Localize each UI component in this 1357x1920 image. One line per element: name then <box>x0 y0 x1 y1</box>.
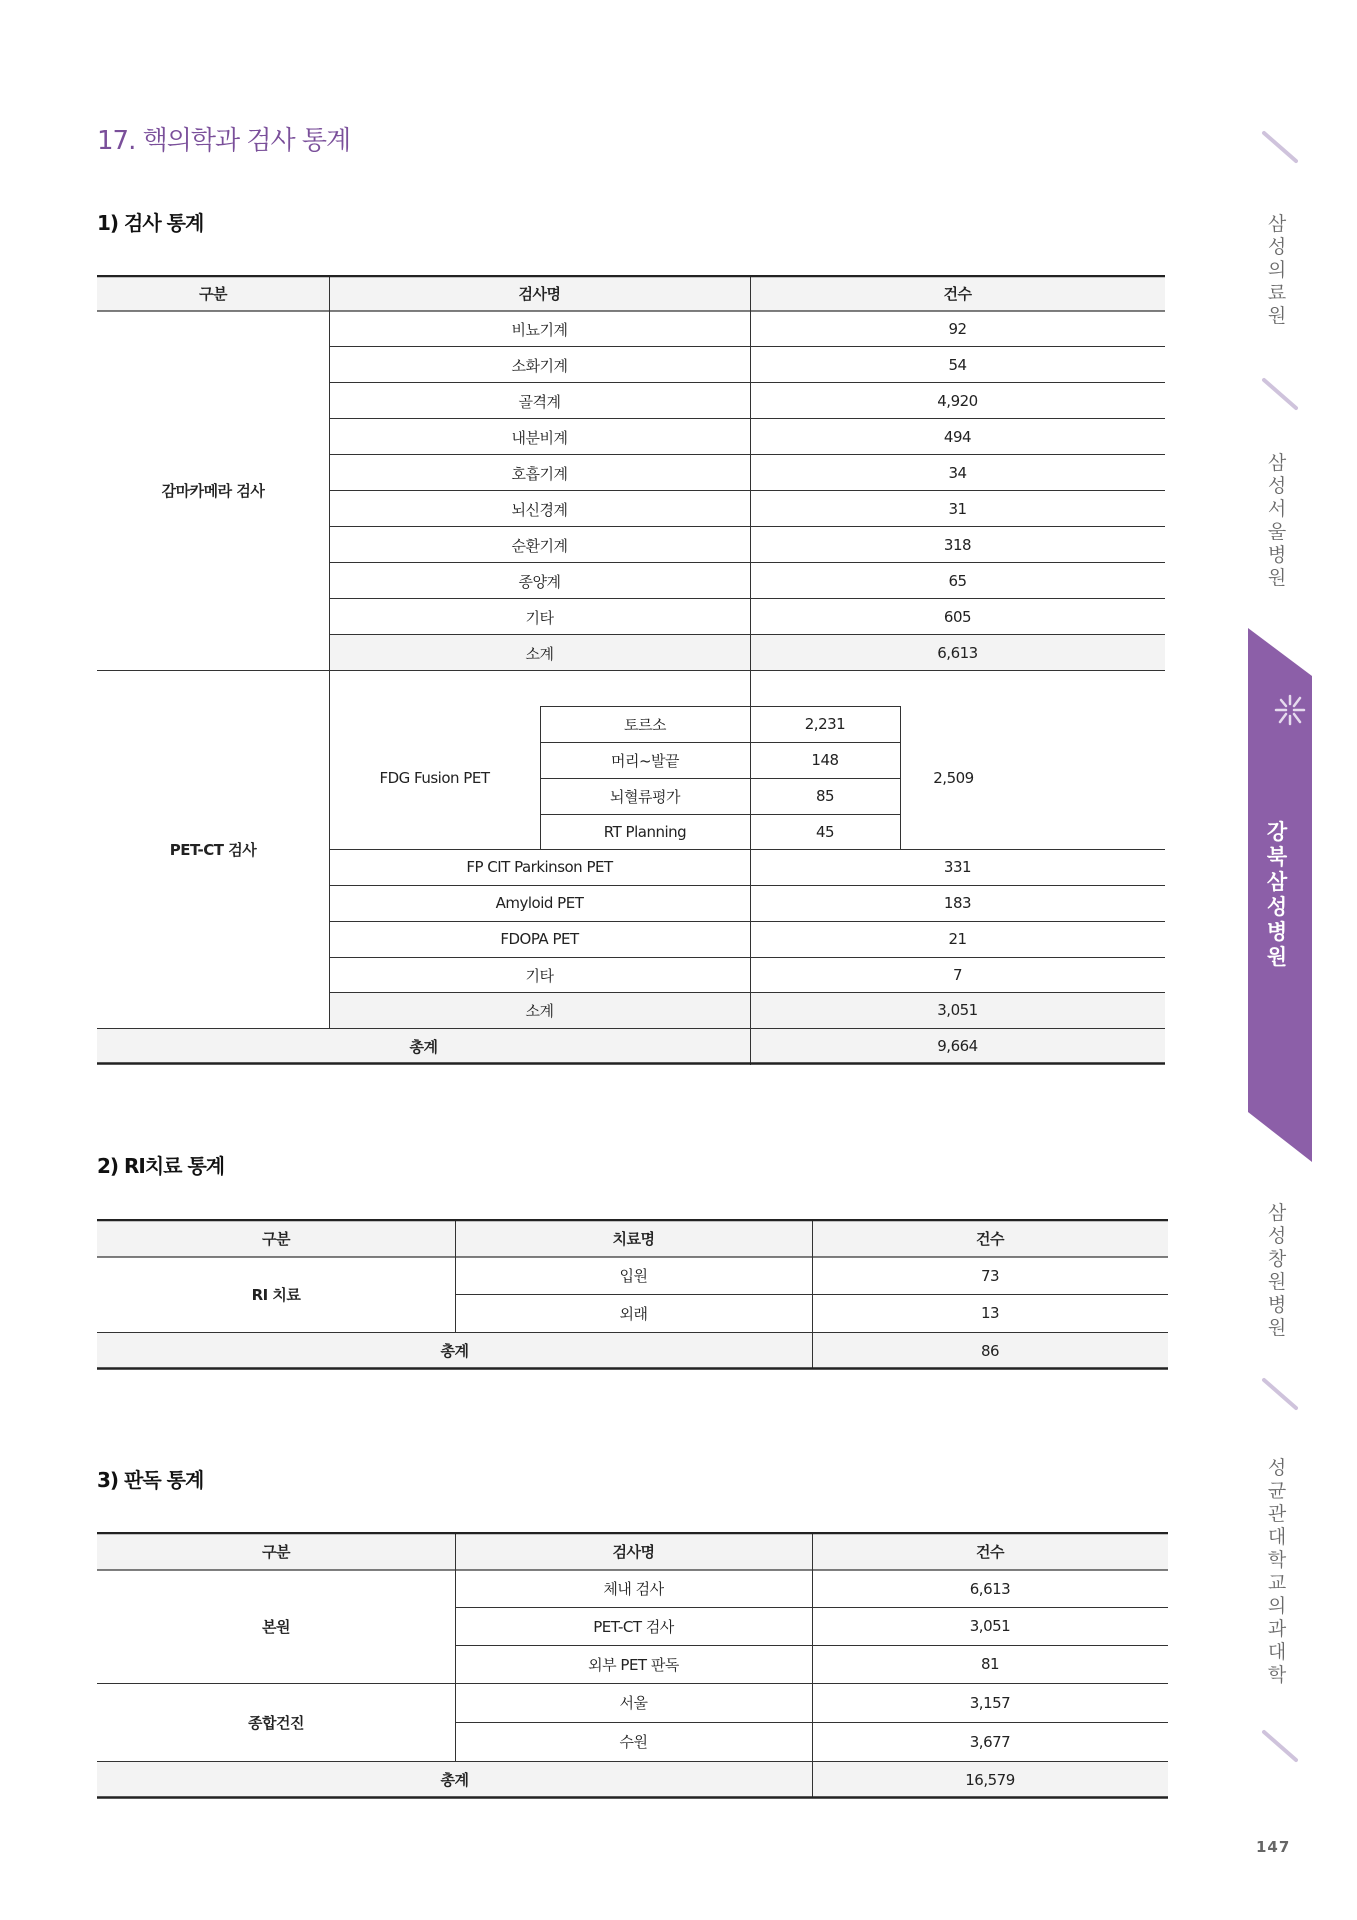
table-row-name: 내분비계 <box>511 428 568 447</box>
header-count: 건수 <box>976 1229 1004 1248</box>
table-row-name: 입원 <box>619 1267 648 1285</box>
sidebar-item-kangbuk-samsung-hospital[interactable]: 강북삼성병원 <box>1266 820 1288 969</box>
fdg-sub-count: 85 <box>815 787 835 805</box>
table-row-name: FP CIT Parkinson PET <box>466 858 613 876</box>
sidebar-decoration <box>1240 0 1357 1800</box>
header-exam-name: 검사명 <box>612 1542 655 1561</box>
table-row-count: 183 <box>943 894 972 912</box>
table-row-count: 3,157 <box>969 1693 1011 1712</box>
fdg-sub-name: 토르소 <box>624 715 666 734</box>
fdg-sub-count: 2,231 <box>804 715 846 733</box>
header-category: 구분 <box>199 284 227 303</box>
group-pet-ct: PET-CT 검사 <box>169 840 257 859</box>
table-row-name: 소화기계 <box>511 356 568 375</box>
sidebar-item-samsung-seoul-hospital[interactable]: 삼성서울병원 <box>1267 452 1287 589</box>
table-row-count: 4,920 <box>937 392 978 410</box>
reading-stats-table <box>97 1532 1168 1799</box>
table-row-count: 605 <box>943 608 972 626</box>
sidebar-item-samsung-medical-center[interactable]: 삼성의료원 <box>1267 213 1287 327</box>
ri-total-label: 총계 <box>440 1342 469 1360</box>
table-row-name: 기타 <box>525 966 554 985</box>
group-gamma-camera: 감마카메라 검사 <box>161 482 265 500</box>
table-row-count: 34 <box>948 464 967 482</box>
ri-total-value: 86 <box>980 1341 1000 1360</box>
exam-stats-table <box>97 275 1165 1065</box>
table-row-count: 494 <box>943 428 972 446</box>
header-category: 구분 <box>262 1229 290 1248</box>
table-row-name: PET-CT 검사 <box>593 1617 674 1636</box>
gamma-subtotal-label: 소계 <box>525 644 554 663</box>
table-row-name: 비뇨기계 <box>511 320 568 339</box>
header-category: 구분 <box>262 1542 290 1561</box>
section-title-reading-stats: 3) 판독 통계 <box>97 1468 204 1492</box>
table-row-name: 골격계 <box>518 392 561 411</box>
sidebar-item-samsung-changwon-hospital[interactable]: 삼성창원병원 <box>1267 1202 1287 1339</box>
table-row-name: 기타 <box>525 608 554 627</box>
fdg-sub-name: 뇌혈류평가 <box>610 787 680 806</box>
table-row-name: 순환기계 <box>511 536 568 555</box>
table-row-count: 54 <box>948 356 967 374</box>
table-row-count: 7 <box>952 966 963 984</box>
fdg-fusion-pet-total <box>900 706 1165 849</box>
section-title-ri-therapy: 2) RI치료 통계 <box>97 1154 225 1178</box>
petct-subtotal-value: 3,051 <box>937 1001 978 1019</box>
table-row-name: Amyloid PET <box>495 894 584 912</box>
table-row-name: 뇌신경계 <box>511 500 568 519</box>
reading-total-value: 16,579 <box>965 1770 1015 1789</box>
header-count: 건수 <box>976 1542 1004 1561</box>
petct-subtotal-label: 소계 <box>525 1001 554 1020</box>
fdg-fusion-pet-name: FDG Fusion PET <box>379 768 490 787</box>
table-row-name: 외부 PET 판독 <box>588 1655 679 1674</box>
fdg-sub-name: RT Planning <box>603 822 687 841</box>
table-row-count: 21 <box>948 930 967 948</box>
gamma-subtotal-value: 6,613 <box>937 644 978 662</box>
table-row-count: 65 <box>948 572 967 590</box>
table-row-count: 3,677 <box>969 1732 1011 1751</box>
table-row-name: 체내 검사 <box>603 1580 664 1598</box>
fdg-sub-count: 148 <box>811 751 839 769</box>
table-row-count: 13 <box>980 1304 1000 1322</box>
fdg-total-text: 2,509 <box>933 768 974 787</box>
table-row-name: 외래 <box>619 1304 648 1323</box>
fdg-sub-name: 머리~발끝 <box>610 751 680 770</box>
header-exam-name: 검사명 <box>518 284 561 303</box>
ri-therapy-table <box>97 1219 1168 1370</box>
header-count: 건수 <box>943 284 972 303</box>
table-row-name: 호흡기계 <box>511 464 568 483</box>
section-title-exam-stats: 1) 검사 통계 <box>97 211 204 235</box>
table-row-count: 3,051 <box>969 1617 1011 1635</box>
exam-total-value: 9,664 <box>937 1037 978 1055</box>
exam-total-label: 총계 <box>409 1037 438 1056</box>
header-therapy-name: 치료명 <box>612 1229 655 1248</box>
reading-total-label: 총계 <box>440 1771 469 1789</box>
page-title: 17. 핵의학과 검사 통계 <box>97 126 351 156</box>
page-number: 147 <box>1256 1838 1291 1856</box>
table-row-count: 318 <box>943 536 972 554</box>
group-health-checkup: 종합건진 <box>248 1713 304 1732</box>
table-row-count: 6,613 <box>969 1579 1011 1598</box>
table-row-name: 수원 <box>619 1733 648 1751</box>
table-row-count: 31 <box>948 500 967 518</box>
table-row-name: 서울 <box>619 1694 648 1712</box>
fdg-sub-count: 45 <box>815 822 835 841</box>
group-ri-therapy: RI 치료 <box>251 1286 301 1304</box>
table-row-count: 73 <box>980 1266 1000 1285</box>
group-main-hospital: 본원 <box>262 1618 290 1636</box>
table-row-count: 331 <box>943 858 972 876</box>
sidebar-item-skku-medicine[interactable]: 성균관대학교 의과대학 <box>1267 1457 1287 1686</box>
table-row-count: 81 <box>980 1655 1000 1673</box>
table-row-count: 92 <box>948 320 967 338</box>
table-row-name: FDOPA PET <box>500 930 579 948</box>
table-row-name: 종양계 <box>518 572 561 591</box>
